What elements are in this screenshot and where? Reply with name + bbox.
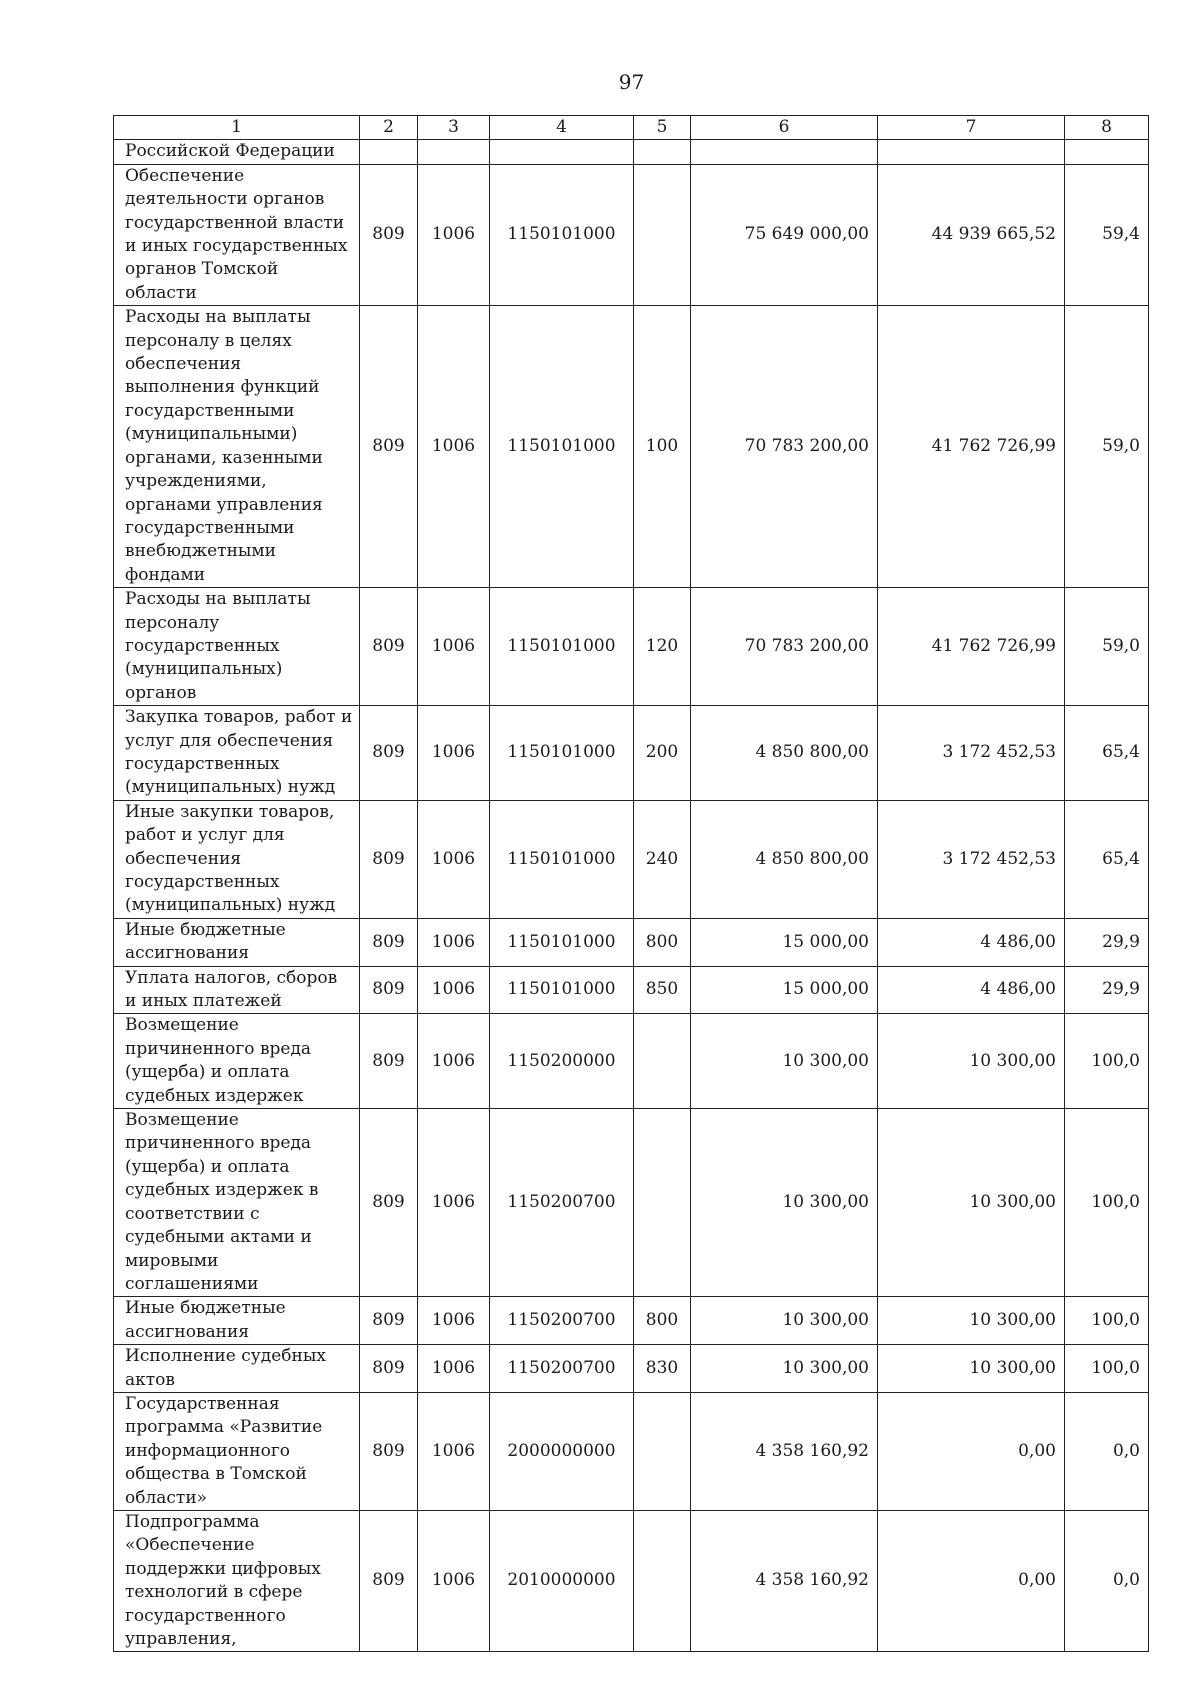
row-name-cell: Иные бюджетные ассигнования (114, 1297, 360, 1345)
row-plan-cell: 4 850 800,00 (691, 800, 878, 918)
row-executed-cell: 44 939 665,52 (878, 164, 1065, 305)
table-row (114, 1297, 1149, 1345)
row-grbs-cell: 809 (360, 164, 418, 305)
row-expense-type-cell: 800 (634, 918, 691, 966)
row-plan-cell: 4 850 800,00 (691, 706, 878, 801)
row-section-cell: 1006 (418, 1297, 490, 1345)
row-name-cell: Возмещение причиненного вреда (ущерба) и оплата судебных издержек в соответствии с судебными актами и мировыми соглашениями (114, 1109, 360, 1297)
row-expense-type-cell (634, 1392, 691, 1510)
row-expense-type-cell: 850 (634, 966, 691, 1014)
row-section-cell: 1006 (418, 1109, 490, 1297)
row-plan-cell: 10 300,00 (691, 1345, 878, 1393)
column-header: 6 (691, 116, 878, 140)
row-expense-type-cell: 100 (634, 306, 691, 588)
table-row (114, 1345, 1149, 1393)
table-row (114, 1014, 1149, 1109)
row-executed-cell: 10 300,00 (878, 1109, 1065, 1297)
row-target-cell: 1150101000 (490, 306, 634, 588)
row-name-cell: Государственная программа «Развитие информационного общества в Томской области» (114, 1392, 360, 1510)
row-plan-cell: 15 000,00 (691, 966, 878, 1014)
budget-table (113, 115, 1149, 1652)
row-executed-cell (878, 140, 1065, 164)
row-expense-type-cell (634, 1014, 691, 1109)
row-percent-cell: 0,0 (1065, 1510, 1149, 1651)
table-row (114, 164, 1149, 305)
row-plan-cell: 10 300,00 (691, 1297, 878, 1345)
row-section-cell (418, 140, 490, 164)
row-plan-cell: 75 649 000,00 (691, 164, 878, 305)
row-percent-cell: 0,0 (1065, 1392, 1149, 1510)
row-grbs-cell: 809 (360, 306, 418, 588)
row-executed-cell: 10 300,00 (878, 1014, 1065, 1109)
row-expense-type-cell (634, 140, 691, 164)
row-name-cell: Иные бюджетные ассигнования (114, 918, 360, 966)
table-row (114, 706, 1149, 801)
row-name-cell: Подпрограмма «Обеспечение поддержки цифровых технологий в сфере государственного управления, (114, 1510, 360, 1651)
row-percent-cell: 100,0 (1065, 1297, 1149, 1345)
table-row (114, 1510, 1149, 1651)
row-target-cell: 1150101000 (490, 588, 634, 706)
row-plan-cell: 70 783 200,00 (691, 588, 878, 706)
row-executed-cell: 10 300,00 (878, 1297, 1065, 1345)
row-name-cell: Уплата налогов, сборов и иных платежей (114, 966, 360, 1014)
row-percent-cell (1065, 140, 1149, 164)
row-grbs-cell: 809 (360, 918, 418, 966)
row-executed-cell: 41 762 726,99 (878, 306, 1065, 588)
column-header: 7 (878, 116, 1065, 140)
table-row (114, 306, 1149, 588)
row-target-cell: 1150200700 (490, 1109, 634, 1297)
row-grbs-cell: 809 (360, 1392, 418, 1510)
row-expense-type-cell: 800 (634, 1297, 691, 1345)
row-percent-cell: 59,0 (1065, 588, 1149, 706)
row-plan-cell: 4 358 160,92 (691, 1510, 878, 1651)
row-grbs-cell (360, 140, 418, 164)
row-percent-cell: 100,0 (1065, 1345, 1149, 1393)
row-name-cell: Исполнение судебных актов (114, 1345, 360, 1393)
row-grbs-cell: 809 (360, 1510, 418, 1651)
table-row (114, 918, 1149, 966)
row-executed-cell: 4 486,00 (878, 918, 1065, 966)
row-section-cell: 1006 (418, 966, 490, 1014)
row-section-cell: 1006 (418, 1345, 490, 1393)
row-plan-cell: 4 358 160,92 (691, 1392, 878, 1510)
row-expense-type-cell (634, 164, 691, 305)
row-grbs-cell: 809 (360, 588, 418, 706)
row-section-cell: 1006 (418, 1510, 490, 1651)
row-executed-cell: 41 762 726,99 (878, 588, 1065, 706)
row-percent-cell: 29,9 (1065, 918, 1149, 966)
row-grbs-cell: 809 (360, 1014, 418, 1109)
row-section-cell: 1006 (418, 164, 490, 305)
row-executed-cell: 3 172 452,53 (878, 706, 1065, 801)
row-name-cell: Обеспечение деятельности органов государственной власти и иных государственных органов Томской области (114, 164, 360, 305)
row-section-cell: 1006 (418, 800, 490, 918)
table-row (114, 588, 1149, 706)
row-name-cell: Российской Федерации (114, 140, 360, 164)
row-executed-cell: 3 172 452,53 (878, 800, 1065, 918)
row-name-cell: Расходы на выплаты персоналу в целях обеспечения выполнения функций государственными (муниципальными) органами, казенными учреждениями, органами управления государственными внебюджетными фондами (114, 306, 360, 588)
row-section-cell: 1006 (418, 1014, 490, 1109)
column-header: 3 (418, 116, 490, 140)
row-target-cell: 1150101000 (490, 164, 634, 305)
row-expense-type-cell (634, 1109, 691, 1297)
row-section-cell: 1006 (418, 306, 490, 588)
table-header-row (114, 116, 1149, 140)
row-target-cell (490, 140, 634, 164)
row-percent-cell: 65,4 (1065, 800, 1149, 918)
row-percent-cell: 65,4 (1065, 706, 1149, 801)
table-row (114, 140, 1149, 164)
page-number: 97 (618, 70, 645, 94)
row-target-cell: 1150200700 (490, 1345, 634, 1393)
row-percent-cell: 29,9 (1065, 966, 1149, 1014)
row-plan-cell: 15 000,00 (691, 918, 878, 966)
row-name-cell: Иные закупки товаров, работ и услуг для обеспечения государственных (муниципальных) нужд (114, 800, 360, 918)
row-expense-type-cell (634, 1510, 691, 1651)
row-section-cell: 1006 (418, 588, 490, 706)
row-target-cell: 2000000000 (490, 1392, 634, 1510)
row-section-cell: 1006 (418, 1392, 490, 1510)
column-header: 1 (114, 116, 360, 140)
row-plan-cell: 10 300,00 (691, 1109, 878, 1297)
column-header: 4 (490, 116, 634, 140)
table-row (114, 1109, 1149, 1297)
row-grbs-cell: 809 (360, 1297, 418, 1345)
row-section-cell: 1006 (418, 918, 490, 966)
row-executed-cell: 4 486,00 (878, 966, 1065, 1014)
row-expense-type-cell: 830 (634, 1345, 691, 1393)
row-expense-type-cell: 200 (634, 706, 691, 801)
column-header: 5 (634, 116, 691, 140)
column-header: 2 (360, 116, 418, 140)
row-plan-cell: 70 783 200,00 (691, 306, 878, 588)
row-grbs-cell: 809 (360, 966, 418, 1014)
row-executed-cell: 0,00 (878, 1392, 1065, 1510)
row-percent-cell: 100,0 (1065, 1014, 1149, 1109)
row-executed-cell: 0,00 (878, 1510, 1065, 1651)
row-grbs-cell: 809 (360, 706, 418, 801)
table-row (114, 966, 1149, 1014)
row-target-cell: 1150200700 (490, 1297, 634, 1345)
row-grbs-cell: 809 (360, 800, 418, 918)
row-target-cell: 1150101000 (490, 918, 634, 966)
row-percent-cell: 100,0 (1065, 1109, 1149, 1297)
row-percent-cell: 59,0 (1065, 306, 1149, 588)
row-section-cell: 1006 (418, 706, 490, 801)
row-expense-type-cell: 240 (634, 800, 691, 918)
table-row (114, 1392, 1149, 1510)
table-row (114, 800, 1149, 918)
row-target-cell: 2010000000 (490, 1510, 634, 1651)
row-target-cell: 1150101000 (490, 966, 634, 1014)
column-header: 8 (1065, 116, 1149, 140)
row-percent-cell: 59,4 (1065, 164, 1149, 305)
row-expense-type-cell: 120 (634, 588, 691, 706)
row-plan-cell (691, 140, 878, 164)
row-target-cell: 1150200000 (490, 1014, 634, 1109)
row-grbs-cell: 809 (360, 1345, 418, 1393)
row-name-cell: Возмещение причиненного вреда (ущерба) и оплата судебных издержек (114, 1014, 360, 1109)
row-plan-cell: 10 300,00 (691, 1014, 878, 1109)
row-name-cell: Расходы на выплаты персоналу государственных (муниципальных) органов (114, 588, 360, 706)
row-name-cell: Закупка товаров, работ и услуг для обеспечения государственных (муниципальных) нужд (114, 706, 360, 801)
row-target-cell: 1150101000 (490, 800, 634, 918)
row-grbs-cell: 809 (360, 1109, 418, 1297)
row-executed-cell: 10 300,00 (878, 1345, 1065, 1393)
row-target-cell: 1150101000 (490, 706, 634, 801)
